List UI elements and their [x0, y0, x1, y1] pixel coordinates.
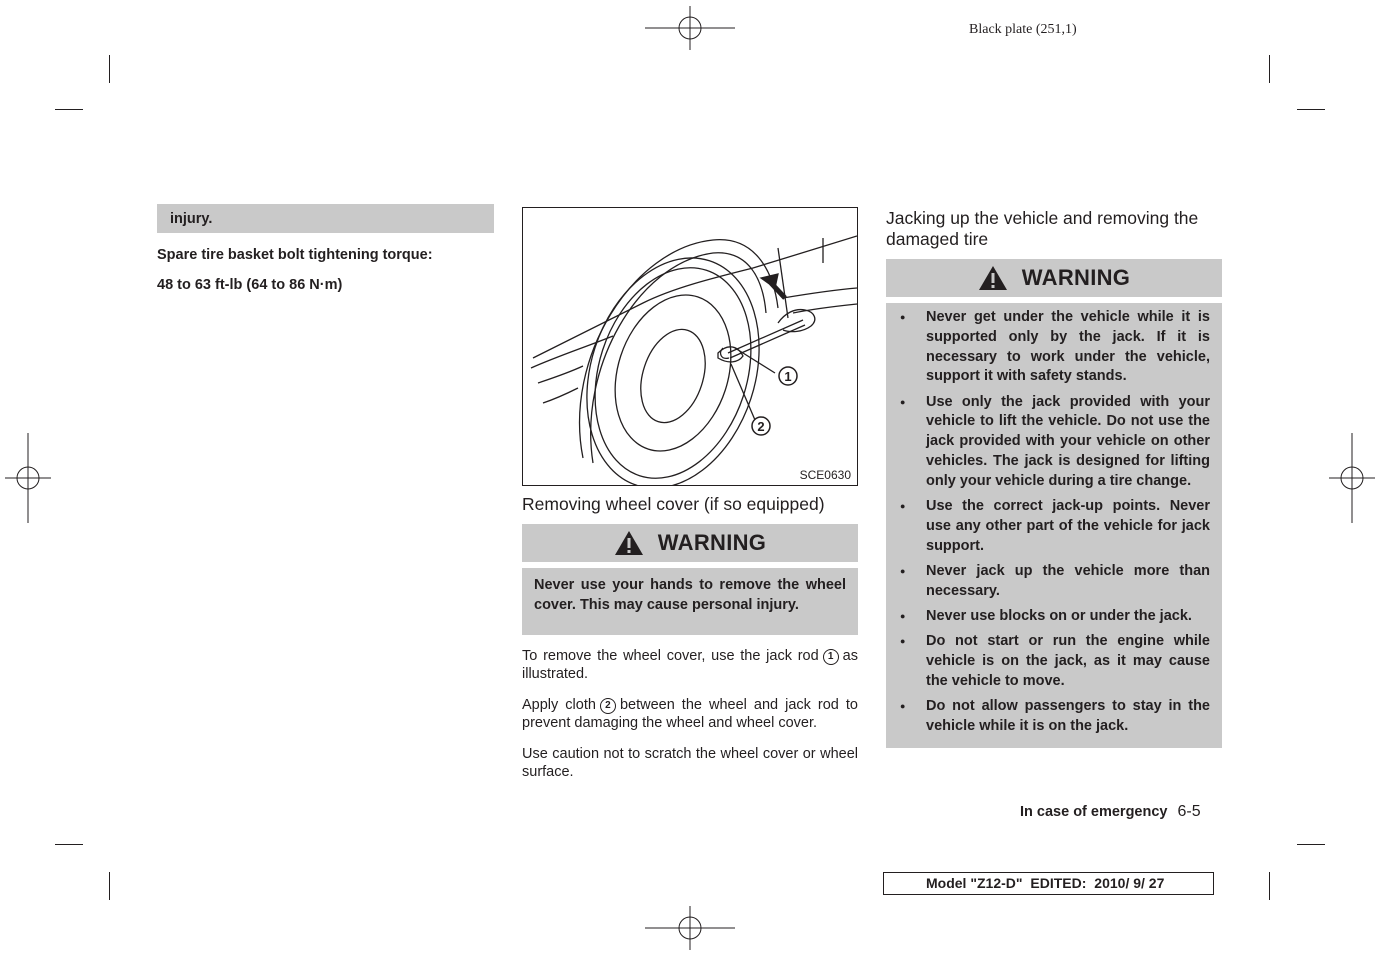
torque-label: Spare tire basket bolt tightening torque: [157, 247, 433, 263]
paragraph: To remove the wheel cover, use the jack rod 1 as illustrated. [522, 648, 858, 682]
registration-mark-icon [1329, 433, 1375, 523]
model-label: Model [926, 875, 967, 891]
column-middle [522, 207, 858, 781]
model-code: "Z12-D" [970, 875, 1023, 891]
list-item: ● Do not allow passengers to stay in the vehicle while it is on the jack. [898, 697, 1210, 737]
plate-label: Black plate (251,1) [969, 22, 1077, 37]
list-item: ● Do not start or run the engine while vehicle is on the jack, as it may cause the vehicle to move. [898, 632, 1210, 691]
warning-title: WARNING [1021, 265, 1131, 290]
callout-ref-1: 1 [823, 649, 839, 665]
crop-mark [109, 872, 110, 900]
registration-mark-icon [5, 433, 51, 523]
crop-mark [1269, 872, 1270, 900]
list-item: ● Never use blocks on or under the jack. [898, 607, 1210, 627]
wheel-cover-illustration [522, 207, 858, 486]
callout-2: 2 [757, 419, 765, 434]
list-item: ● Never get under the vehicle while it is supported only by the jack. If it is necessary to work under the vehicle, support it with safety stands. [898, 308, 1210, 387]
list-item: ● Use the correct jack-up points. Never use any other part of the vehicle for jack support. [898, 497, 1210, 556]
crop-mark [109, 55, 110, 83]
column-left [157, 204, 494, 293]
section-heading: Jacking up the vehicle and removing the damaged tire [886, 208, 1199, 249]
crop-mark [55, 844, 83, 845]
figure-code: SCE0630 [799, 468, 851, 482]
crop-mark [1297, 109, 1325, 110]
warning-header [886, 259, 1222, 297]
torque-value: 48 to 63 ft-lb (64 to 86 N·m) [157, 277, 343, 293]
paragraph: Use caution not to scratch the wheel cover or wheel surface. [522, 746, 858, 780]
warning-title: WARNING [657, 530, 767, 555]
warning-text: Never use your hands to remove the wheel cover. This may cause personal injury. [522, 568, 858, 635]
callout-1: 1 [784, 369, 792, 384]
warning-triangle-icon [978, 265, 1008, 291]
callout-ref-2: 2 [600, 698, 616, 714]
section-heading: Removing wheel cover (if so equipped) [522, 494, 825, 514]
list-item: ● Use only the jack provided with your vehicle to lift the vehicle. Do not use the jack provided with your vehicle on other vehicles. The jack is designed for lifting only your vehicle during a tire change. [898, 393, 1210, 492]
page-number: 6-5 [1177, 803, 1201, 820]
wheel-removal-drawing [523, 208, 857, 485]
list-item: ● Never jack up the vehicle more than necessary. [898, 562, 1210, 602]
edited-date: 2010/ 9/ 27 [1094, 875, 1165, 891]
footer-section: In case of emergency [1020, 804, 1168, 820]
crop-mark [55, 109, 83, 110]
registration-mark-icon [645, 6, 735, 50]
registration-mark-icon [645, 906, 735, 950]
crop-mark [1297, 844, 1325, 845]
warning-header [522, 524, 858, 562]
crop-mark [1269, 55, 1270, 83]
edited-label: EDITED: [1030, 875, 1087, 891]
warning-triangle-icon [614, 530, 644, 556]
paragraph: Apply cloth 2 between the wheel and jack rod to prevent damaging the wheel and wheel cover. [522, 697, 858, 731]
warning-list [886, 303, 1222, 748]
column-right [886, 207, 1222, 748]
model-edited-box [883, 872, 1214, 895]
warning-continuation: injury. [157, 204, 494, 233]
page-footer [1020, 803, 1201, 821]
